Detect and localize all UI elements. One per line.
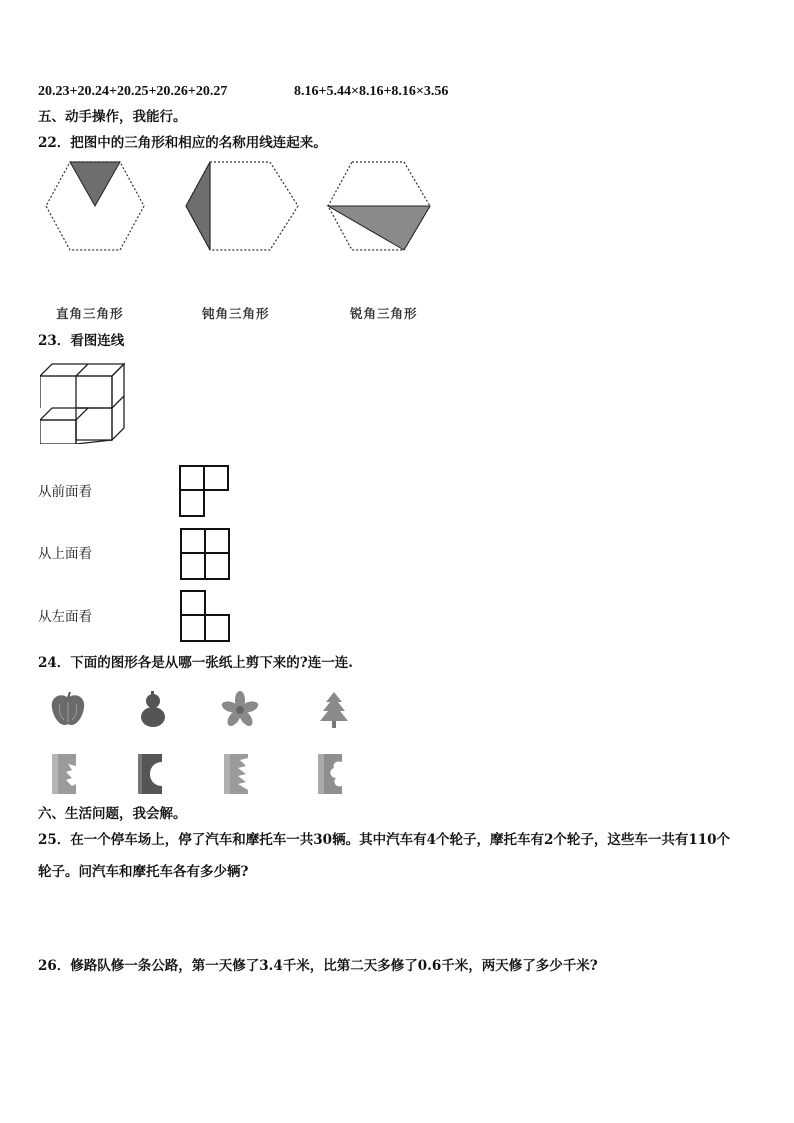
flower-icon	[220, 690, 260, 730]
cube-stack-figure	[40, 360, 130, 444]
expression-2: 8.16+5.44×8.16+8.16×3.56	[294, 84, 449, 99]
label-right-triangle: 直角三角形	[56, 306, 124, 321]
label-obtuse-triangle: 钝角三角形	[202, 306, 270, 321]
hexagon-figures	[40, 160, 440, 252]
left-view-grid	[178, 588, 234, 644]
question-22: 22．把图中的三角形和相应的名称用线连起来。	[38, 135, 327, 151]
section-6-title: 六、生活问题，我会解。	[38, 806, 187, 822]
label-acute-triangle: 锐角三角形	[350, 306, 418, 321]
view-top-label: 从上面看	[38, 546, 92, 562]
paper-cut-4	[314, 752, 346, 796]
question-25-line-2: 轮子。问汽车和摩托车各有多少辆?	[38, 864, 249, 880]
tree-icon	[314, 690, 354, 730]
front-view-grid	[178, 464, 232, 520]
expression-1: 20.23+20.24+20.25+20.26+20.27	[38, 84, 228, 99]
hexagon-right-triangle	[186, 162, 298, 250]
paper-cut-1	[48, 752, 80, 796]
paper-cut-3	[220, 752, 252, 796]
question-26: 26．修路队修一条公路，第一天修了3.4千米，比第二天多修了0.6千米，两天修了多少千米?	[38, 958, 598, 974]
question-23: 23．看图连线	[38, 333, 125, 349]
paper-cut-2	[134, 752, 166, 796]
apple-icon	[48, 690, 88, 730]
question-24: 24．下面的图形各是从哪一张纸上剪下来的?连一连.	[38, 655, 353, 671]
hexagon-obtuse-triangle	[328, 162, 430, 250]
hexagon-acute-triangle	[46, 162, 144, 250]
question-25-line-1: 25．在一个停车场上，停了汽车和摩托车一共30辆。其中汽车有4个轮子，摩托车有2个轮子，这些车一共有110个	[38, 832, 731, 848]
section-5-title: 五、动手操作，我能行。	[38, 109, 187, 125]
gourd-icon	[134, 690, 174, 730]
view-left-label: 从左面看	[38, 609, 92, 625]
top-view-grid	[178, 526, 234, 582]
view-front-label: 从前面看	[38, 484, 92, 500]
